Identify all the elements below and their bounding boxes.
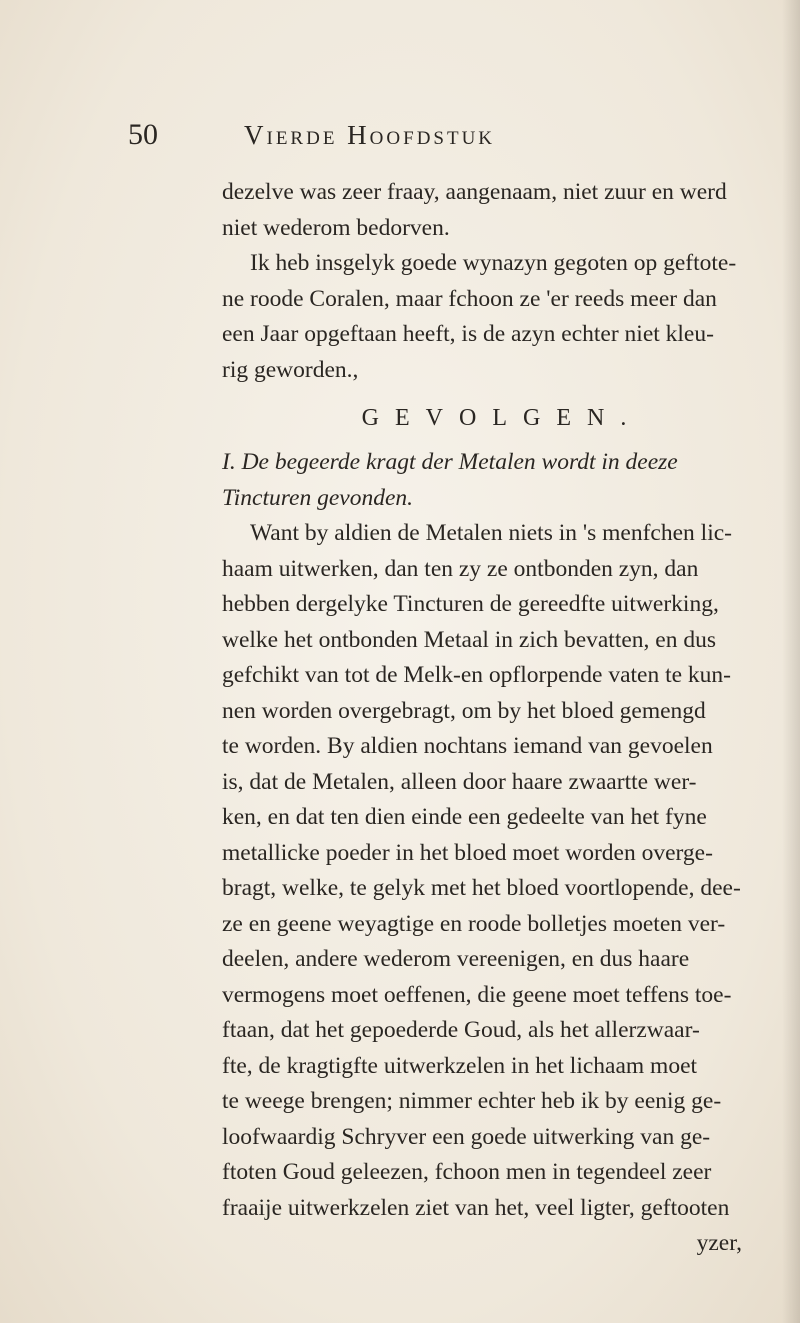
text-line: gefchikt van tot de Melk-en opflorpende vaten te kun- xyxy=(222,662,731,688)
text-line: te worden. By aldien nochtans iemand van gevoelen xyxy=(222,733,713,759)
text-line: hebben dergelyke Tincturen de gereedfte uitwerking, xyxy=(222,591,719,617)
page-edge-shadow xyxy=(782,0,800,1323)
text-line: haam uitwerken, dan ten zy ze ontbonden zyn, dan xyxy=(222,555,699,582)
text-line: fte, de kragtigfte uitwerkzelen in het lichaam moet xyxy=(222,1052,698,1079)
text-line: ne roode Coralen, maar fchoon ze 'er reeds meer dan xyxy=(222,285,717,312)
text-line: te weege brengen; nimmer echter heb ik by eenig ge- xyxy=(222,1088,722,1114)
text-line: fraaije uitwerkzelen ziet van het, veel ligter, geftooten xyxy=(222,1194,730,1221)
text-line: is, dat de Metalen, alleen door haare zwaartte wer- xyxy=(222,768,697,795)
text-line: rig geworden., xyxy=(222,356,359,383)
chapter-title: Vierde Hoofdstuk xyxy=(244,120,496,150)
text-line: ken, en dat ten dien einde een gedeelte van het fyne xyxy=(222,804,707,830)
text-line: welke het ontbonden Metaal in zich bevatten, en dus xyxy=(222,626,716,653)
text-line: metallicke poeder in het bloed moet worden overge- xyxy=(222,839,713,866)
text-line: Ik heb insgelyk goede wynazyn gegoten op geftote- xyxy=(250,250,737,276)
catchword: yzer, xyxy=(696,1230,742,1256)
proposition xyxy=(222,445,782,516)
text-line: loofwaardig Schryver een goede uitwerking van ge- xyxy=(222,1123,711,1150)
text-line: dezelve was zeer fraay, aangenaam, niet zuur en werd xyxy=(222,179,727,205)
text-line: nen worden overgebragt, om by het bloed gemengd xyxy=(222,697,706,724)
proposition-line: I. De begeerde kragt der Metalen wordt in deeze xyxy=(222,449,678,475)
text-block xyxy=(222,175,782,1262)
text-line: vermogens moet oeffenen, die geene moet teffens toe- xyxy=(222,981,732,1008)
paragraph-2 xyxy=(222,246,782,388)
text-line: deelen, andere wederom vereenigen, en dus haare xyxy=(222,946,690,972)
paragraph-3 xyxy=(222,516,782,1226)
text-line: Want by aldien de Metalen niets in 's menfchen lic- xyxy=(250,520,732,546)
page-number: 50 xyxy=(128,118,158,151)
proposition-line: Tincturen gevonden. xyxy=(222,484,414,511)
text-line: ftaan, dat het gepoederde Goud, als het allerzwaar- xyxy=(222,1017,700,1043)
text-line: bragt, welke, te gelyk met het bloed voortlopende, dee- xyxy=(222,875,741,901)
section-heading: GEVOLGEN. xyxy=(361,405,643,431)
text-line: een Jaar opgeftaan heeft, is de azyn echter niet kleu- xyxy=(222,321,714,347)
text-line: ftoten Goud geleezen, fchoon men in tegendeel zeer xyxy=(222,1159,712,1185)
running-head xyxy=(128,118,688,158)
text-line: ze en geene weyagtige en roode bolletjes moeten ver- xyxy=(222,910,726,937)
paragraph-1 xyxy=(222,175,782,246)
text-line: niet wederom bedorven. xyxy=(222,214,450,241)
